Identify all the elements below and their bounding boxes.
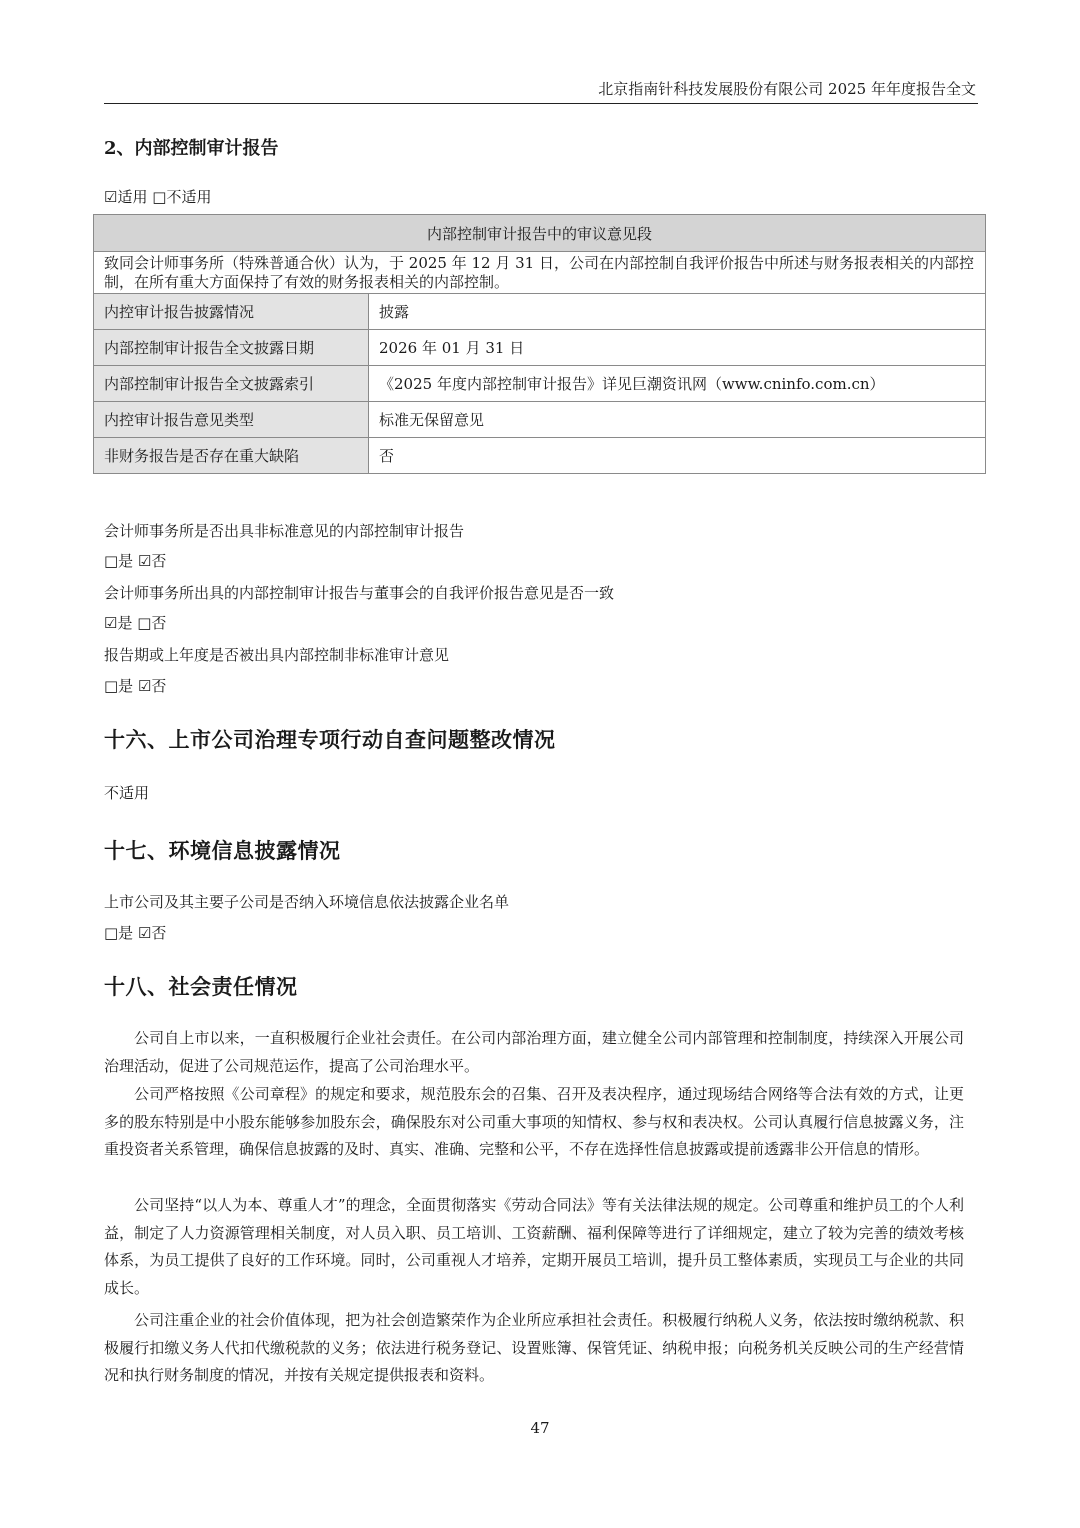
page-header-title: 北京指南针科技发展股份有限公司 2025 年年度报告全文: [598, 80, 976, 98]
section-17-answer: □是 ☑否: [104, 924, 167, 942]
row-label: 内部控制审计报告全文披露索引: [94, 366, 369, 402]
section-17-question: 上市公司及其主要子公司是否纳入环境信息依法披露企业名单: [104, 893, 510, 911]
unchecked-box-icon: □: [152, 188, 167, 206]
table-row: [94, 402, 986, 438]
row-label: 内控审计报告意见类型: [94, 402, 369, 438]
checked-box-icon: ☑: [104, 188, 118, 206]
internal-control-audit-table: [93, 214, 986, 474]
paragraph: 公司严格按照《公司章程》的规定和要求，规范股东会的召集、召开及表决程序，通过现场结合网络等合法有效的方式，让更多的股东特别是中小股东能够参加股东会，确保股东对公司重大事项的知情权、参与权和表决权。公司认真履行信息披露义务，注重投资者关系管理，确保信息披露的及时、真实、准确、完整和公平，不存在选择性信息披露或提前透露非公开信息的情形。: [104, 1085, 964, 1158]
table-row: [94, 294, 986, 330]
page-number: 47: [530, 1419, 550, 1437]
paragraph: 公司坚持“以人为本、尊重人才”的理念，全面贯彻落实《劳动合同法》等有关法律法规的规定。公司尊重和维护员工的个人利益，制定了人力资源管理相关制度，对人员入职、员工培训、工资薪酬、福利保障等进行了详细规定，建立了较为完善的绩效考核体系，为员工提供了良好的工作环境。同时，公司重视人才培养，定期开展员工培训，提升员工整体素质，实现员工与企业的共同成长。: [104, 1196, 964, 1297]
row-value: 否: [369, 438, 986, 474]
table-row: [94, 438, 986, 474]
section-16-title: 十六、上市公司治理专项行动自查问题整改情况: [104, 727, 556, 752]
question-answer: □是 ☑否: [104, 677, 167, 695]
applicable-label: 适用: [117, 188, 148, 206]
row-label: 非财务报告是否存在重大缺陷: [94, 438, 369, 474]
row-value: 披露: [369, 294, 986, 330]
row-label: 内部控制审计报告全文披露日期: [94, 330, 369, 366]
header-divider: [104, 103, 978, 104]
section-17-title: 十七、环境信息披露情况: [104, 838, 341, 863]
section-18-title: 十八、社会责任情况: [104, 974, 298, 999]
row-value: 2026 年 01 月 31 日: [369, 330, 986, 366]
question-answer: ☑是 □否: [104, 614, 167, 632]
question-text: 报告期或上年度是否被出具内部控制非标准审计意见: [104, 646, 450, 664]
row-value: 《2025 年度内部控制审计报告》详见巨潮资讯网（www.cninfo.com.cn）: [369, 366, 986, 402]
section-2-title: 2、内部控制审计报告: [104, 138, 279, 159]
section-16-body: 不适用: [104, 784, 150, 802]
not-applicable-label: 不适用: [166, 188, 212, 206]
row-label: 内控审计报告披露情况: [94, 294, 369, 330]
table-row: [94, 330, 986, 366]
question-answer: □是 ☑否: [104, 552, 167, 570]
audit-opinion-text: 致同会计师事务所（特殊普通合伙）认为，于 2025 年 12 月 31 日，公司在内部控制自我评价报告中所述与财务报表相关的内部控制，在所有重大方面保持了有效的财务报表相关的内部控制。: [94, 252, 986, 294]
applicable-checkbox-group: [104, 186, 211, 207]
row-value: 标准无保留意见: [369, 402, 986, 438]
table-header: 内部控制审计报告中的审议意见段: [94, 215, 986, 252]
paragraph: 公司自上市以来，一直积极履行企业社会责任。在公司内部治理方面，建立健全公司内部管理和控制制度，持续深入开展公司治理活动，促进了公司规范运作，提高了公司治理水平。: [104, 1029, 964, 1075]
paragraph: 公司注重企业的社会价值体现，把为社会创造繁荣作为企业所应承担社会责任。积极履行纳税人义务，依法按时缴纳税款、积极履行扣缴义务人代扣代缴税款的义务；依法进行税务登记、设置账簿、保管凭证、纳税申报；向税务机关反映公司的生产经营情况和执行财务制度的情况，并按有关规定提供报表和资料。: [104, 1311, 964, 1384]
question-text: 会计师事务所出具的内部控制审计报告与董事会的自我评价报告意见是否一致: [104, 584, 615, 602]
question-text: 会计师事务所是否出具非标准意见的内部控制审计报告: [104, 522, 465, 540]
table-row: [94, 366, 986, 402]
